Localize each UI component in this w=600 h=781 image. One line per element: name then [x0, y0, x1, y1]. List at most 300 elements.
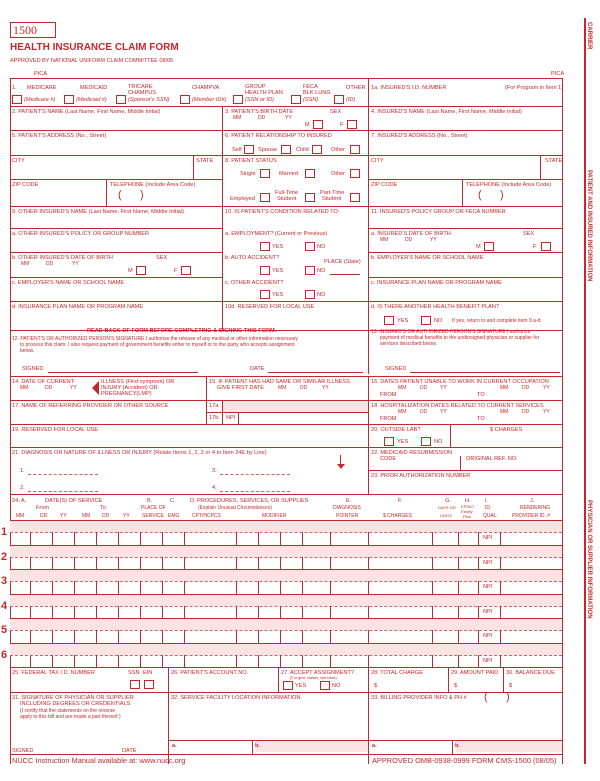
full-time-student: Student	[277, 196, 297, 202]
emg-label: EMG	[168, 513, 180, 519]
yy: YY	[440, 409, 447, 415]
rule	[10, 206, 562, 207]
service-line-shade	[10, 521, 562, 532]
sex-f-label: F	[533, 244, 537, 250]
other-accident-no-checkbox[interactable]	[305, 290, 315, 299]
col-i-label: I.	[485, 498, 489, 504]
full-time-label: Full-Time	[275, 190, 299, 196]
item-9c-label: c. EMPLOYER'S NAME OR SCHOOL NAME	[12, 280, 125, 286]
place-of-label: PLACE OF	[141, 505, 166, 511]
service-line-field[interactable]	[30, 656, 562, 668]
signature-line-13[interactable]	[410, 372, 560, 373]
orig-ref-label: ORIGINAL REF. NO.	[466, 456, 518, 462]
service-line-field[interactable]	[30, 607, 562, 619]
part-time-student: Student	[322, 196, 342, 202]
sponsor-ssn: (Sponsor's SSN)	[128, 97, 170, 103]
single-checkbox[interactable]	[260, 169, 270, 178]
sex-m-label: M	[305, 122, 310, 128]
date-line[interactable]	[268, 372, 363, 373]
medicare-num: (Medicare #)	[24, 97, 56, 103]
dd: DD	[300, 385, 308, 391]
item-26-label: 26. PATIENT'S ACCOUNT NO.	[171, 670, 249, 676]
health-plan-label: HEALTH PLAN	[245, 90, 283, 96]
yy: YY	[543, 385, 550, 391]
item-19-label: 19. RESERVED FOR LOCAL USE	[12, 427, 99, 433]
item-31-line2: INCLUDING DEGREES OR CREDENTIALS	[20, 701, 131, 707]
side-label-patient: PATIENT AND INSURED INFORMATION	[586, 170, 592, 282]
signature-line[interactable]	[48, 372, 198, 373]
medicaid-num: (Medicaid #)	[76, 97, 107, 103]
married-checkbox[interactable]	[305, 169, 315, 178]
col-e-label: E.	[346, 498, 352, 504]
col-g-label: G.	[445, 498, 451, 504]
another-plan-yes-checkbox[interactable]	[384, 316, 394, 325]
tricare-label: TRICARE	[128, 84, 153, 90]
medicaid-label: MEDICAID	[80, 85, 108, 91]
sex-label: SEX	[523, 231, 535, 237]
illness-label: ILLNESS (First symptom) OR	[101, 379, 175, 385]
medicare-label: MEDICARE	[27, 85, 57, 91]
qual-label: QUAL.	[483, 513, 499, 519]
tricare-checkbox[interactable]	[116, 95, 126, 104]
item-4-label: 4. INSURED'S NAME (Last Name, First Name, Middle Initial)	[371, 109, 522, 115]
sex-m-checkbox[interactable]	[313, 120, 323, 129]
rule	[10, 155, 562, 156]
champva-label: CHAMPVA	[192, 85, 220, 91]
ssn-label: SSN	[128, 670, 140, 676]
item-17a-shade	[222, 401, 368, 412]
side-label-carrier: CARRIER	[586, 22, 592, 50]
frame-left	[10, 78, 11, 764]
item-17-label: 17. NAME OF REFERRING PROVIDER OR OTHER SOURCE	[12, 403, 169, 409]
rule	[368, 228, 562, 229]
date-of-service-label: DATE(S) OF SERVICE	[45, 498, 103, 504]
other-checkbox[interactable]	[334, 95, 344, 104]
state-label: STATE	[196, 158, 214, 164]
item-31-label: 31. SIGNATURE OF PHYSICIAN OR SUPPLIER	[12, 695, 134, 701]
item-1-label: 1.	[12, 85, 17, 91]
mm: MM	[278, 385, 287, 391]
form-title: HEALTH INSURANCE CLAIM FORM	[10, 42, 179, 53]
item-13-line2: payment of medical benefits to the undersigned physician or supplier for	[380, 335, 540, 341]
item-31-signed: SIGNED	[12, 748, 34, 754]
mm: MM	[16, 513, 25, 519]
sex-f-label: F	[340, 122, 344, 128]
self-checkbox[interactable]	[244, 145, 254, 154]
diagnosis-label: DIAGNOSIS	[333, 505, 361, 511]
item-11a-label: a. INSURED'S DATE OF BIRTH	[371, 231, 451, 237]
item-12-date: DATE	[250, 366, 265, 372]
sex-f-label: F	[174, 268, 178, 274]
units-label: UNITS	[440, 513, 452, 518]
diag-3-label: 3.	[212, 468, 217, 474]
from-label: FROM	[380, 416, 397, 422]
id-label: ID.	[485, 505, 492, 511]
another-plan-no-label: NO	[434, 318, 443, 324]
facility-b-label: b.	[255, 743, 260, 749]
code-label: CODE	[380, 456, 397, 462]
facility-a-label: a.	[172, 743, 177, 749]
auto-no-label: NO	[317, 268, 326, 274]
child-label: Child	[296, 147, 309, 153]
pointer-arrow-icon	[92, 381, 99, 395]
other-id: (ID)	[346, 97, 356, 103]
injury-label: INJURY (Accident) OR	[101, 385, 158, 391]
rule	[462, 179, 463, 206]
service-line-field[interactable]	[30, 533, 562, 545]
employed-checkbox[interactable]	[260, 193, 270, 202]
medicare-checkbox[interactable]	[12, 95, 22, 104]
yy: YY	[70, 385, 77, 391]
insured-zip-label: ZIP CODE	[371, 182, 398, 188]
service-line-shade	[10, 644, 562, 655]
item-11-label: 11. INSURED'S POLICY GROUP OR FECA NUMBER	[371, 209, 506, 215]
item-33-label: 33. BILLING PROVIDER INFO & PH #	[371, 695, 467, 701]
item-12-signed: SIGNED	[22, 366, 44, 372]
mm: MM	[380, 237, 389, 243]
other-rel-label: Other	[331, 147, 345, 153]
item-2-label: 2. PATIENT'S NAME (Last Name, First Name, Middle Initial)	[12, 109, 161, 115]
rule	[106, 179, 107, 206]
total-dollar: $	[374, 683, 378, 689]
col-d-label: D. PROCEDURES, SERVICES, OR SUPPLIES	[190, 498, 309, 504]
ssn-or-id: (SSN or ID)	[245, 97, 274, 103]
rule	[10, 754, 562, 755]
rule	[206, 412, 368, 413]
item-17a-label: 17a.	[209, 403, 220, 409]
auto-no-checkbox[interactable]	[305, 266, 315, 275]
another-plan-yes-label: YES	[397, 318, 409, 324]
insured-city-label: CITY	[371, 158, 384, 164]
item-25-label: 25. FEDERAL TAX I.D. NUMBER	[12, 670, 95, 676]
champva-checkbox[interactable]	[180, 95, 190, 104]
service-line-field[interactable]	[30, 558, 562, 570]
rule	[368, 252, 562, 253]
item-27-note: (For govt. claims, see back)	[290, 676, 337, 680]
to-label: TO	[477, 416, 485, 422]
item-23-label: 23. PRIOR AUTHORIZATION NUMBER	[371, 473, 471, 479]
diag-3-field[interactable]	[220, 474, 290, 475]
other-sex-m-checkbox[interactable]	[136, 266, 146, 275]
from-label: FROM	[380, 392, 397, 398]
item-1a-label: 1a. INSURED'S I.D. NUMBER	[371, 85, 447, 91]
diag-4-label: 4.	[212, 485, 217, 491]
item-24a-label: 24. A.	[12, 498, 27, 504]
dd: DD	[258, 115, 266, 121]
service-line-npi: NPI	[483, 633, 493, 639]
rule	[222, 106, 223, 330]
dd: DD	[420, 409, 428, 415]
insured-sex-m-checkbox[interactable]	[484, 242, 494, 251]
dd: DD	[420, 385, 428, 391]
service-line-shade	[10, 546, 562, 557]
mm: MM	[500, 409, 509, 415]
item-9-label: 9. OTHER INSURED'S NAME (Last Name, First Name, Middle Initial)	[12, 209, 185, 215]
diag-1-label: 1.	[20, 468, 25, 474]
rule	[368, 667, 369, 764]
spouse-label: Spouse	[258, 147, 277, 153]
rule	[10, 78, 562, 79]
service-line-npi: NPI	[483, 584, 493, 590]
rule	[10, 301, 562, 302]
item-27-label: 27. ACCEPT ASSIGNMENT?	[281, 670, 354, 676]
part-time-checkbox[interactable]	[350, 193, 360, 202]
rule	[222, 400, 223, 424]
feca-checkbox[interactable]	[291, 95, 301, 104]
assignment-no-checkbox[interactable]	[320, 681, 330, 690]
employed-label: Employed	[230, 196, 255, 202]
service-line-npi: NPI	[483, 608, 493, 615]
rule	[278, 667, 279, 692]
zip-label: ZIP CODE	[12, 182, 39, 188]
rule	[10, 277, 222, 278]
yy: YY	[543, 409, 550, 415]
dd: DD	[102, 513, 110, 519]
rule	[368, 376, 369, 494]
billing-phone-paren: ( )	[484, 691, 510, 703]
plan-label: Plan	[463, 514, 472, 519]
item-11c-label: c. INSURANCE PLAN NAME OR PROGRAM NAME	[371, 280, 502, 286]
diag-4-field[interactable]	[220, 491, 290, 492]
cpt-label: CPT/HCPCS	[192, 513, 221, 519]
other-rel-checkbox[interactable]	[350, 145, 360, 154]
dd: DD	[40, 513, 48, 519]
item-17b-npi: NPI	[226, 415, 236, 421]
item-11d-label: d. IS THERE ANOTHER HEALTH BENEFIT PLAN?	[371, 304, 500, 310]
for-program-label: (For Program in Item 1)	[505, 85, 564, 91]
first-date-label: GIVE FIRST DATE	[217, 385, 265, 391]
assignment-yes-checkbox[interactable]	[283, 681, 293, 690]
service-line-number: 3	[1, 575, 8, 587]
read-back-heading: READ BACK OF FORM BEFORE COMPLETING & SIGNING THIS FORM.	[87, 328, 277, 334]
ssn-checkbox[interactable]	[130, 680, 140, 689]
service-line-field[interactable]	[30, 631, 562, 643]
ein-label: EIN	[143, 670, 153, 676]
insured-telephone-label: TELEPHONE (Include Area Code)	[466, 182, 552, 188]
rule	[368, 470, 562, 471]
mm: MM	[233, 115, 242, 121]
assignment-yes-label: YES	[295, 683, 307, 689]
yy: YY	[322, 385, 329, 391]
item-31-line3: (I certify that the statements on the reverse	[20, 708, 116, 714]
assignment-no-label: NO	[332, 683, 341, 689]
item-30-label: 30. BALANCE DUE	[506, 670, 555, 676]
item-12-line2: to process this claim. I also request payment of government benefits either to myself or to the party who accepts assignment	[20, 342, 295, 348]
col-c-label: C.	[170, 498, 176, 504]
side-label-physician: PHYSICIAN OR SUPPLIER INFORMATION	[586, 500, 592, 619]
insured-state-label: STATE	[545, 158, 563, 164]
rule	[10, 667, 562, 668]
item-18-label: 18. HOSPITALIZATION DATES RELATED TO CURRENT SERVICES	[371, 403, 544, 409]
rule	[10, 376, 562, 377]
other-accident-no-label: NO	[317, 292, 326, 298]
item-31-line4: apply to this bill and are made a part thereof.)	[20, 714, 121, 720]
auto-yes-checkbox[interactable]	[260, 266, 270, 275]
spouse-checkbox[interactable]	[281, 145, 291, 154]
rule	[448, 667, 449, 692]
other-label: OTHER	[346, 85, 366, 91]
married-label: Married	[279, 171, 298, 177]
rule	[368, 277, 562, 278]
item-13-line3: services described below.	[380, 341, 437, 347]
frame-right	[562, 78, 563, 764]
rule	[10, 130, 562, 131]
service-line-number: 5	[1, 624, 8, 636]
service-line-npi: NPI	[483, 657, 493, 664]
rule	[252, 740, 253, 754]
service-line-npi: NPI	[483, 559, 493, 566]
item-10b-label: b. AUTO ACCIDENT?	[225, 255, 280, 261]
item-6-label: 6. PATIENT RELATIONSHIP TO INSURED	[225, 133, 332, 139]
service-line-number: 4	[1, 599, 8, 612]
mm: MM	[21, 261, 30, 267]
to-label: To	[100, 505, 106, 511]
explain-label: (Explain Unusual Circumstances)	[198, 505, 272, 511]
rule	[10, 179, 222, 180]
item-12-label: 12. PATIENT'S OR AUTHORIZED PERSON'S SIGNATURE I authorize the release of any medical or other information necessary	[12, 336, 298, 342]
group-checkbox[interactable]	[233, 95, 243, 104]
sex-m-label: M	[128, 268, 133, 274]
service-line-number: 1	[1, 526, 8, 538]
item-17b-label: 17b.	[209, 415, 220, 421]
diag-1-field[interactable]	[28, 474, 98, 475]
other-status-label: Other	[331, 171, 345, 177]
feca-ssn: (SSN)	[303, 97, 319, 103]
rule	[10, 424, 562, 425]
mm: MM	[398, 385, 407, 391]
insured-sex-f-checkbox[interactable]	[541, 242, 551, 251]
employment-yes-checkbox[interactable]	[260, 242, 270, 251]
yy: YY	[430, 237, 437, 243]
pica-left: PICA	[34, 71, 48, 77]
col-f-label: F.	[398, 498, 403, 504]
pregnancy-label: PREGNANCY(LMP)	[101, 391, 152, 397]
service-line-npi: NPI	[483, 535, 493, 541]
item-22-label: 22. MEDICAID RESUBMISSION	[371, 450, 453, 456]
group-label: GROUP	[245, 84, 266, 90]
item-10c-label: c. OTHER ACCIDENT?	[225, 280, 284, 286]
another-plan-no-checkbox[interactable]	[421, 316, 431, 325]
employment-yes-label: YES	[272, 244, 284, 250]
telephone-label: TELEPHONE (Include Area Code)	[110, 182, 196, 188]
champus-label: CHAMPUS	[128, 90, 156, 96]
diag-arrowhead-icon	[337, 464, 345, 469]
footer-right: APPROVED OMB-0938-0999 FORM CMS-1500 (08/05)	[372, 756, 557, 765]
mm: MM	[398, 409, 407, 415]
modifier-label: MODIFIER	[262, 513, 287, 519]
auto-yes-label: YES	[272, 268, 284, 274]
sex-f-checkbox[interactable]	[347, 120, 357, 129]
service-line-shade	[10, 570, 562, 581]
item-32-label: 32. SERVICE FACILITY LOCATION INFORMATION	[171, 695, 301, 701]
pica-right: PICA	[551, 71, 565, 77]
full-time-checkbox[interactable]	[305, 193, 315, 202]
dd: DD	[405, 237, 413, 243]
employment-no-label: NO	[317, 244, 326, 250]
yy: YY	[285, 115, 292, 121]
mm: MM	[82, 513, 91, 519]
rule	[10, 252, 222, 253]
item-21-label: 21. DIAGNOSIS OR NATURE OF ILLNESS OR INJURY (Relate Items 1, 2, 3 or 4 to Item 24E by Line)	[12, 450, 267, 456]
medicaid-checkbox[interactable]	[64, 95, 74, 104]
pointer-label: POINTER	[336, 513, 359, 519]
item-9b-label: b. OTHER INSURED'S DATE OF BIRTH	[12, 255, 113, 261]
col-h-label: H.	[465, 498, 471, 504]
rule	[503, 667, 504, 692]
rule	[450, 424, 451, 447]
item-31-date: DATE	[122, 748, 137, 754]
item-10a-label: a. EMPLOYMENT? (Current or Previous)	[225, 231, 328, 237]
rule	[368, 179, 562, 180]
ein-checkbox[interactable]	[144, 680, 154, 689]
item-12-line3: below.	[20, 348, 35, 354]
item-10-label: 10. IS PATIENT'S CONDITION RELATED TO:	[225, 209, 340, 215]
rule	[540, 155, 541, 179]
side-strip-line	[584, 18, 586, 764]
employment-no-checkbox[interactable]	[305, 242, 315, 251]
billing-a-label: a.	[372, 743, 377, 749]
city-label: CITY	[12, 158, 25, 164]
rendering-label: RENDERING	[520, 505, 551, 511]
yy: YY	[123, 513, 130, 519]
service-line-shade	[10, 619, 562, 630]
other-accident-yes-checkbox[interactable]	[260, 290, 270, 299]
item-13-label: 13. INSURED'S OR AUTHORIZED PERSON'S SIGNATURE I authorize	[371, 329, 531, 335]
item-7-label: 7. INSURED'S ADDRESS (No., Street)	[371, 133, 468, 139]
dd: DD	[522, 409, 530, 415]
other-sex-f-checkbox[interactable]	[181, 266, 191, 275]
item-3-label: 3. PATIENT'S BIRTH DATE	[225, 109, 294, 115]
item-14-label: 14. DATE OF CURRENT:	[12, 379, 75, 385]
item-15-label: 15. IF PATIENT HAS HAD SAME OR SIMILAR ILLNESS.	[209, 379, 352, 385]
sex-m-label: M	[476, 244, 481, 250]
col-b-label: B.	[147, 498, 153, 504]
lab-yes-checkbox[interactable]	[384, 437, 394, 446]
diag-2-field[interactable]	[28, 491, 98, 492]
item-16-label: 16. DATES PATIENT UNABLE TO WORK IN CURRENT OCCUPATION	[371, 379, 549, 385]
service-line-field[interactable]	[30, 582, 562, 594]
rule	[452, 740, 453, 754]
charges-label: $ CHARGES	[490, 427, 523, 433]
dd: DD	[45, 385, 53, 391]
item-9a-label: a. OTHER INSURED'S POLICY OR GROUP NUMBER	[12, 231, 150, 237]
col-f-charges: $ CHARGES	[383, 513, 412, 519]
footer-left: NUCC Instruction Manual available at: www.nucc.org	[12, 756, 186, 765]
item-9d-label: d. INSURANCE PLAN NAME OR PROGRAM NAME	[12, 304, 144, 310]
item-10d-label: 10d. RESERVED FOR LOCAL USE	[225, 304, 315, 310]
rule	[238, 412, 239, 424]
epsdt-label: EPSDT	[461, 504, 475, 509]
item-11b-label: b. EMPLOYER'S NAME OR SCHOOL NAME	[371, 255, 484, 261]
sex-label: SEX	[330, 109, 342, 115]
child-checkbox[interactable]	[312, 145, 322, 154]
item-28-label: 28. TOTAL CHARGE	[371, 670, 424, 676]
state-underline	[330, 274, 360, 275]
paid-dollar: $	[454, 683, 458, 689]
item-13-signed: SIGNED	[385, 366, 407, 372]
if-yes-note: If yes, return to and complete item 9 a-d.	[452, 318, 542, 324]
service-line-number: 2	[1, 550, 8, 563]
rule	[10, 692, 562, 693]
other-status-checkbox[interactable]	[350, 169, 360, 178]
item-20-label: 20. OUTSIDE LAB?	[371, 427, 421, 433]
lab-no-checkbox[interactable]	[421, 437, 431, 446]
rule	[10, 494, 562, 495]
service-label: SERVICE	[142, 513, 164, 519]
rule	[10, 228, 222, 229]
diag-2-label: 2.	[20, 485, 25, 491]
billing-b-label: b.	[455, 743, 460, 749]
